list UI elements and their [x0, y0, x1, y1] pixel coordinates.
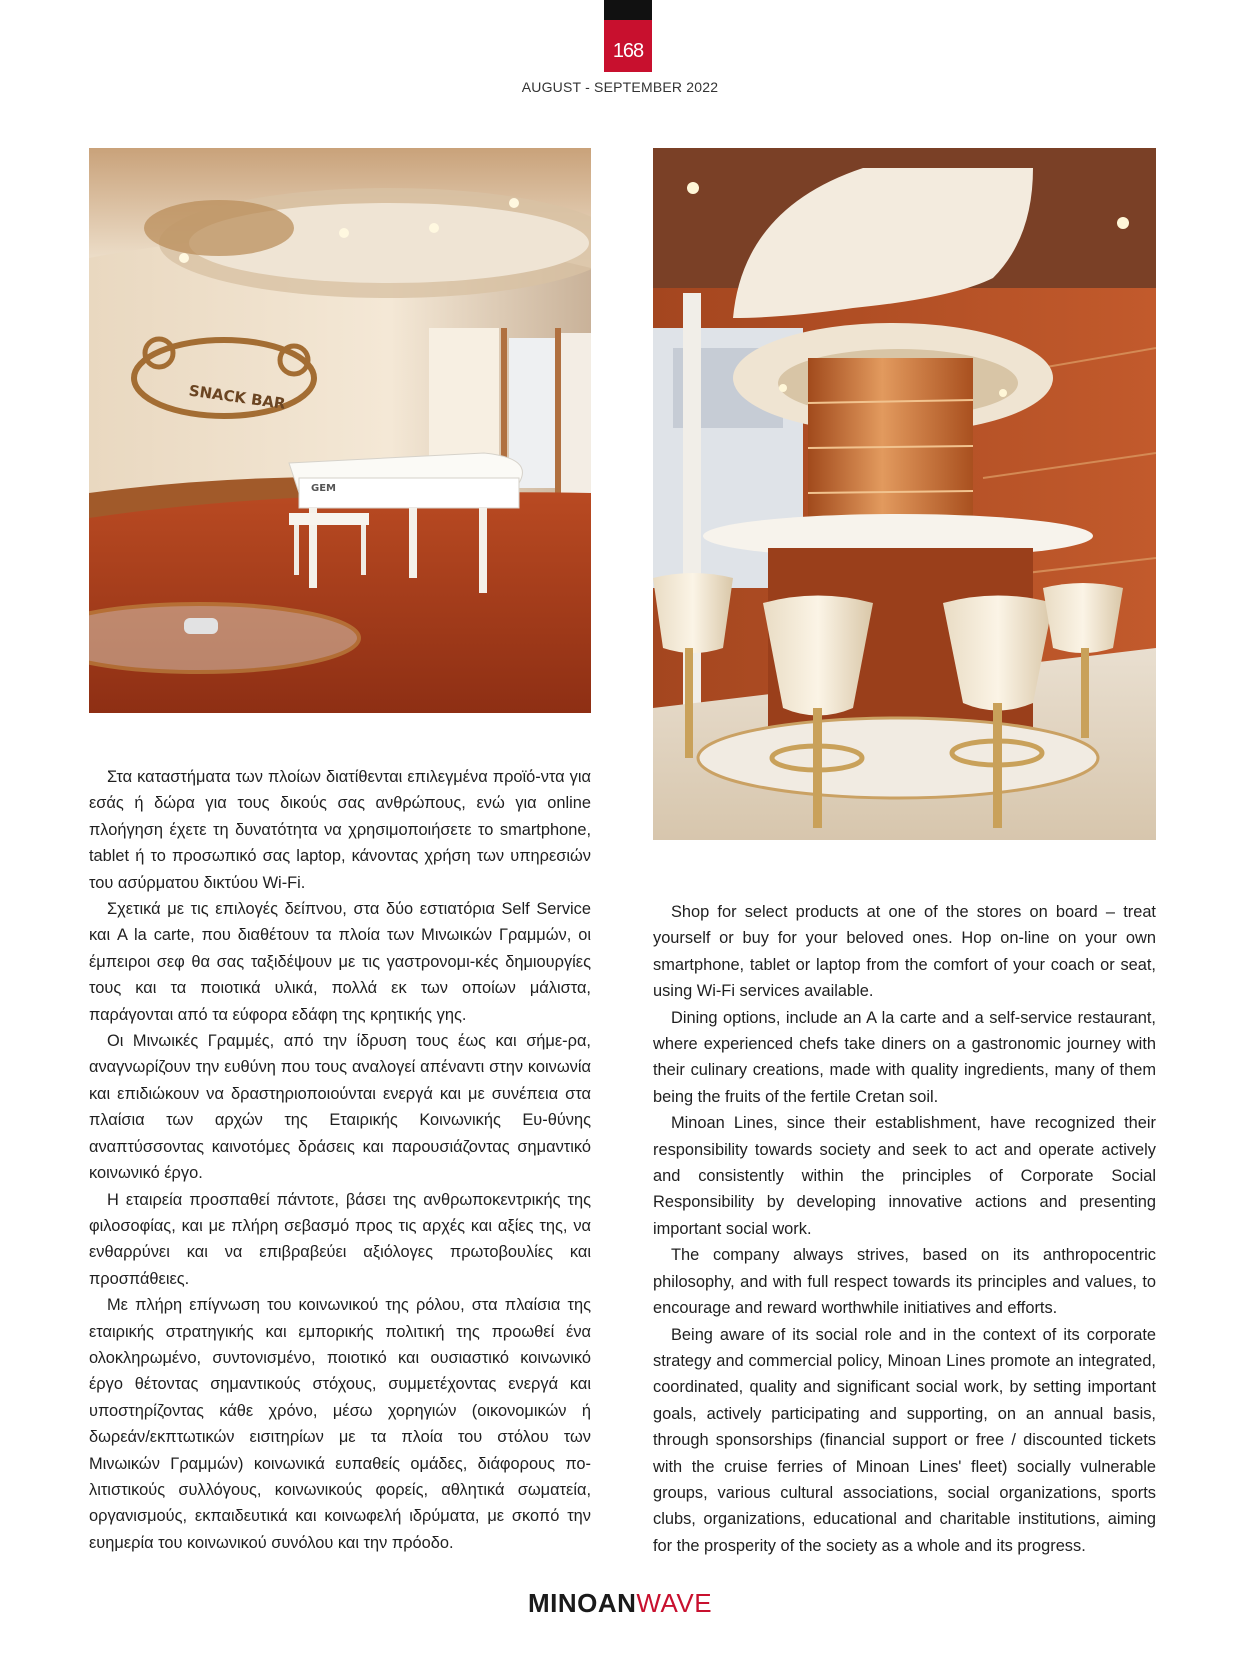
tab-top-band: [604, 0, 652, 20]
bar-counter-illustration: [653, 148, 1156, 840]
greek-paragraph: Οι Μινωικές Γραμμές, από την ίδρυση τους έως και σήμε-ρα, αναγνωρίζουν την ευθύνη που τους αναλογεί απέναντι στην κοινωνία και επιδιώκουν να δραστηριοποιούνται ενεργά και με συνέπεια στα πλαίσια των αρχών της Εταιρικής Κοινωνικής Ευ-θύνης αναπτύσσοντας καινοτόμες δράσεις και παρουσιάζοντας σημαντικό κοινωνικό έργο.: [89, 1032, 591, 1183]
page-number-tab: [604, 0, 652, 72]
bar-counter-photo: [653, 148, 1156, 840]
brand-light: WAVE: [636, 1588, 713, 1618]
brand-bold: MINOAN: [527, 1588, 637, 1618]
greek-text-column: [89, 764, 591, 1556]
snack-bar-illustration: [89, 148, 591, 713]
greek-paragraph: Στα καταστήματα των πλοίων διατίθενται επιλεγμένα προϊό-ντα για εσάς ή δώρα για τους δικούς σας ανθρώπους, ενώ για online πλοήγηση έχετε τη δυνατότητα να χρησιμοποιήσετε το smartphone, tablet ή το προσωπικό σας laptop, κάνοντας χρήση των υπηρεσιών του ασύρματου δικτύου Wi-Fi.: [89, 768, 591, 892]
english-text-column: [653, 899, 1156, 1559]
snack-bar-sign: SNACK BAR: [187, 381, 287, 413]
english-paragraph: Minoan Lines, since their establishment, have recognized their responsibility towards society and seek to act and operate actively and consistently within the principles of Corporate Social Responsibility by developing innovative actions and presenting important social work.: [653, 1114, 1156, 1238]
greek-paragraph: Σχετικά με τις επιλογές δείπνου, στα δύο εστιατόρια Self Service και A la carte, που διαθέτουν τα πλοία των Μινωικών Γραμμών, οι έμπειροι σεφ θα σας ταξιδέψουν με τις γαστρονομι-κές δημιουργίες τους και τα ποιοτικά υλικά, πολλά εκ των οποίων μάλιστα, παράγονται από τα εύφορα εδάφη της κρητικής γης.: [89, 900, 591, 1024]
english-paragraph: Dining options, include an A la carte and a self-service restaurant, where experienced chefs take diners on a gastronomic journey with their culinary creations, made with quality ingredients, many of them being the fruits of the fertile Cretan soil.: [653, 1008, 1156, 1106]
snack-bar-photo: [89, 148, 591, 713]
english-paragraph: Being aware of its social role and in the context of its corporate strategy and commercial policy, Minoan Lines promote an integrated, coordinated, quality and significant social work, by setting important goals, actively participating and supporting, on an annual basis, through sponsorships (financial support or free / discounted tickets with the cruise ferries of Minoan Lines' fleet) socially vulnerable groups, various cultural associations, social organizations, sports clubs, organizations, educational and charitable institutions, aiming for the prosperity of the society as a whole and its progress.: [653, 1325, 1156, 1555]
page-number: 168: [612, 40, 644, 62]
piano-brand: GEM: [311, 483, 336, 494]
issue-date: AUGUST - SEPTEMBER 2022: [521, 79, 719, 95]
greek-paragraph: Με πλήρη επίγνωση του κοινωνικού της ρόλου, στα πλαίσια της εταιρικής στρατηγικής και εμπορικής πολιτική της προωθεί ένα ολοκληρωμένο, συντονισμένο, ποιοτικό και ουσιαστικό κοινωνικό έργο θέτοντας σημαντικούς στόχους, συμμετέχοντας ενεργά και υποστηρίζοντας κάθε χρόνο, μέσω χορηγιών (οικονομικών ή δωρεάν/εκπτωτικών εισιτηρίων με τα πλοία του στόλου των Μινωικών Γραμμών) κοινωνικά ευπαθείς ομάδες, διάφορους πο-λιτιστικούς συλλόγους, κοινωνικούς φορείς, αθλητικά σωματεία, οργανισμούς, εκπαιδευτικά και κοινωφελή ιδρύματα, με σκοπό την ευημερία του κοινωνικού συνόλου και την πρόοδο.: [89, 1296, 591, 1552]
greek-paragraph: Η εταιρεία προσπαθεί πάντοτε, βάσει της ανθρωποκεντρικής της φιλοσοφίας, και με πλήρη σεβασμό προς τις αρχές και αξίες της, να ενθαρρύνει και να επιβραβεύει αξιόλογες πρωτοβουλίες και προσπάθειες.: [89, 1190, 591, 1288]
english-paragraph: Shop for select products at one of the stores on board – treat yourself or buy for your beloved ones. Hop on-line on your own smartphone, tablet or laptop from the comfort of your coach or seat, using Wi-Fi services available.: [653, 903, 1156, 1001]
english-paragraph: The company always strives, based on its anthropocentric philosophy, and with full respect towards its principles and values, to encourage and reward worthwhile initiatives and efforts.: [653, 1246, 1156, 1318]
magazine-brand-logo: [0, 1588, 1240, 1619]
